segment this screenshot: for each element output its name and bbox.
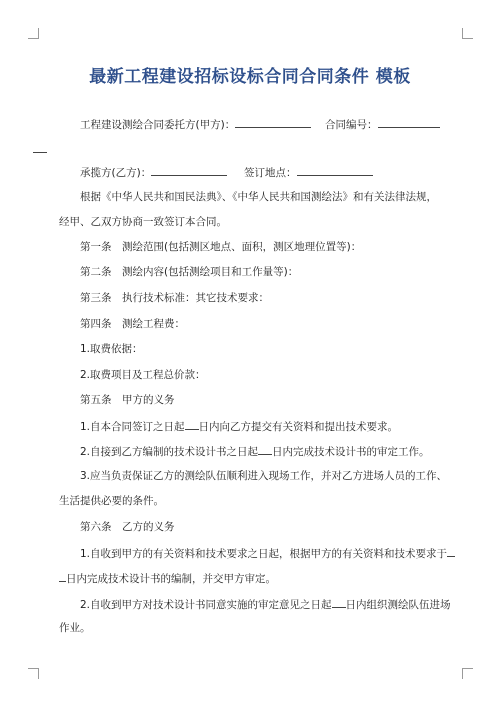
intro-line-1: 根据《中华人民共和国民法典》、《中华人民共和国测绘法》和有关法律法规， [80,191,437,203]
page-corner-top-right [462,28,473,39]
party-b-label: 承揽方(乙方)： [80,167,152,179]
article-4: 第四条 测绘工程费： [80,318,185,330]
article-5: 第五条 甲方的义务 [80,394,175,406]
page-corner-top-left [28,28,39,39]
party-b-blank [151,164,227,176]
days-blank [59,570,66,582]
article-2: 第二条 测绘内容(包括测绘项目和工作量等)： [80,266,299,278]
article-5-item-3-line-1: 3.应当负责保证乙方的测绘队伍顺利进入现场工作，并对乙方进场人员的工作、 [80,470,448,482]
contract-no-blank-continued [33,141,47,157]
article-6: 第六条 乙方的义务 [80,521,175,533]
fee-items: 2.取费项目及工程总价款： [80,369,206,381]
article-6-item-1-line-1: 1.自收到甲方的有关资料和技术要求之日起，根据甲方的有关资料和技术要求于 [80,545,455,561]
page-corner-bottom-left [28,668,39,679]
contract-no-blank [378,116,440,128]
days-blank [258,443,272,455]
party-b-line [80,164,227,180]
article-1: 第一条 测绘范围(包括测区地点、面积，测区地理位置等)： [80,241,362,253]
article-5-item-3-line-2: 生活提供必要的条件。 [59,495,164,507]
intro-line-2: 经甲、乙双方协商一致签订本合同。 [59,216,227,228]
page-corner-bottom-right [462,668,473,679]
party-a-line [80,116,311,132]
fee-basis: 1.取费依据： [80,343,143,355]
sign-place-label: 签订地点： [244,167,297,179]
article-5-item-1: 1.自本合同签订之日起 日内向乙方提交有关资料和提出技术要求。 [80,418,398,434]
article-5-item-2: 2.自接到乙方编制的技术设计书之日起 日内完成技术设计书的审定工作。 [80,443,430,459]
party-a-blank [235,116,311,128]
sign-place-line [244,164,373,180]
party-a-label: 工程建设测绘合同委托方(甲方)： [80,119,236,131]
contract-no-line [325,116,440,132]
days-blank [332,596,346,608]
article-6-item-2-line-1: 2.自收到甲方对技术设计书同意实施的审定意见之日起 日内组织测绘队伍进场 [80,596,451,612]
contract-no-label: 合同编号： [325,119,378,131]
article-6-item-2-line-2: 作业。 [59,622,91,634]
sign-place-blank [297,164,373,176]
article-3: 第三条 执行技术标准：其它技术要求： [80,292,269,304]
document-title: 最新工程建设招标设标合同合同条件 模板 [89,67,411,87]
days-blank [185,418,199,430]
article-6-item-1-line-2: 日内完成技术设计书的编制，并交甲方审定。 [59,570,276,586]
